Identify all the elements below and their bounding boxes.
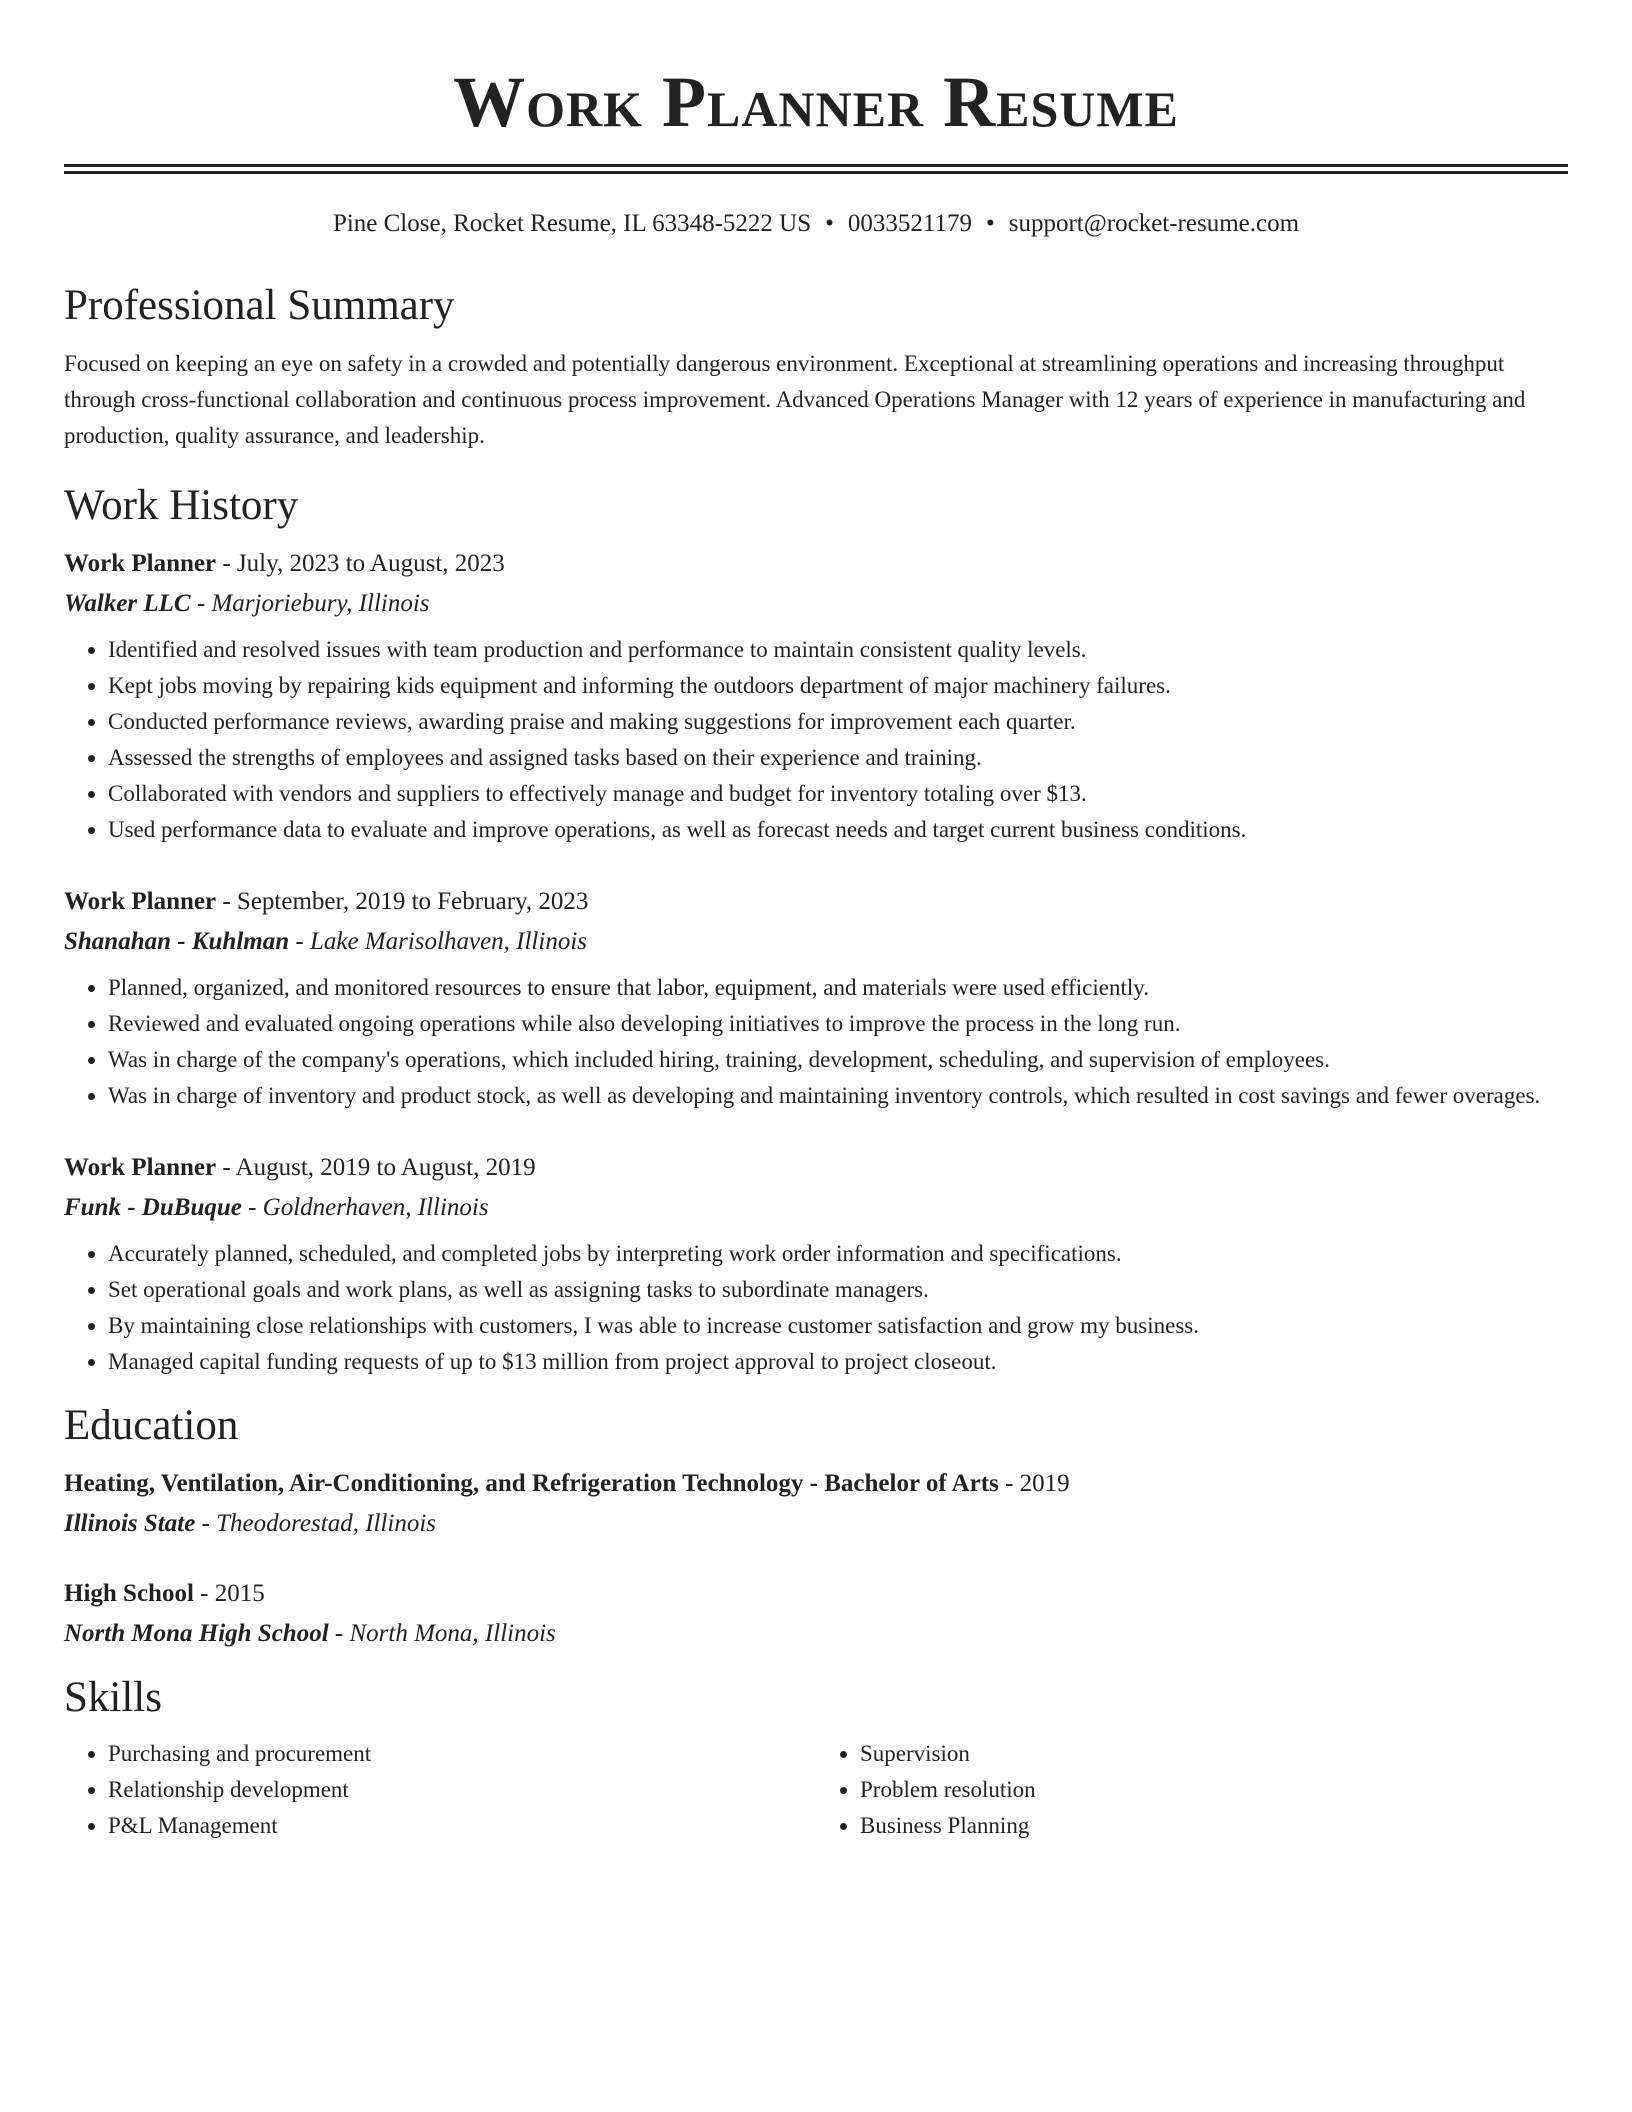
- education-school-line: [64, 1614, 1568, 1654]
- list-item: • Accurately planned, scheduled, and completed jobs by interpreting work order information and specifications.: [108, 1236, 1568, 1272]
- education-entry: [64, 1464, 1568, 1544]
- job-title: Work Planner: [64, 888, 217, 915]
- section-heading-work: Work History: [64, 482, 299, 529]
- list-item: • Business Planning: [860, 1808, 1568, 1844]
- education-location: - North Mona, Illinois: [328, 1620, 556, 1647]
- job-header: [64, 882, 1568, 922]
- skills-columns: [64, 1736, 1568, 1844]
- job-dates: - September, 2019 to February, 2023: [216, 888, 589, 915]
- contact-address: Pine Close, Rocket Resume, IL 63348-5222 US: [332, 210, 812, 237]
- list-item: • Used performance data to evaluate and improve operations, as well as forecast needs and target current business conditions.: [108, 812, 1568, 848]
- job-company: Shanahan - Kuhlman: [64, 928, 290, 955]
- list-item: • Conducted performance reviews, awarding praise and making suggestions for improvement each quarter.: [108, 704, 1568, 740]
- job-location: - Marjoriebury, Illinois: [190, 590, 430, 617]
- contact-phone: 0033521179: [847, 210, 972, 237]
- education-header: [64, 1464, 1568, 1504]
- title-double-rule: [64, 164, 1568, 174]
- education-header: [64, 1574, 1568, 1614]
- education-degree: High School: [64, 1580, 194, 1607]
- list-item: • P&L Management: [108, 1808, 816, 1844]
- list-item: • Set operational goals and work plans, as well as assigning tasks to subordinate managers.: [108, 1272, 1568, 1308]
- list-item: • Problem resolution: [860, 1772, 1568, 1808]
- education-location: - Theodorestad, Illinois: [195, 1510, 437, 1537]
- skills-list-left: [64, 1736, 816, 1844]
- job-entry: [64, 1148, 1568, 1380]
- job-location: - Goldnerhaven, Illinois: [241, 1194, 489, 1221]
- section-heading-education: Education: [64, 1402, 239, 1449]
- list-item: • Relationship development: [108, 1772, 816, 1808]
- job-dates: - August, 2019 to August, 2019: [216, 1154, 536, 1181]
- job-company-line: [64, 1188, 1568, 1228]
- education-year: - 2015: [193, 1580, 265, 1607]
- list-item: • Kept jobs moving by repairing kids equipment and informing the outdoors department of major machinery failures.: [108, 668, 1568, 704]
- list-item: • Identified and resolved issues with team production and performance to maintain consistent quality levels.: [108, 632, 1568, 668]
- education-school: Illinois State: [64, 1510, 196, 1537]
- resume-title: Work Planner Resume: [453, 62, 1179, 142]
- section-heading-summary: Professional Summary: [64, 282, 455, 329]
- list-item: • Was in charge of inventory and product stock, as well as developing and maintaining inventory controls, which resulted in cost savings and fewer overages.: [108, 1078, 1568, 1114]
- job-header: [64, 1148, 1568, 1188]
- education-school-line: [64, 1504, 1568, 1544]
- list-item: • Supervision: [860, 1736, 1568, 1772]
- list-item: • Planned, organized, and monitored resources to ensure that labor, equipment, and materials were used efficiently.: [108, 970, 1568, 1006]
- skills-list-right: [816, 1736, 1568, 1844]
- contact-separator: •: [985, 210, 995, 237]
- contact-line: [64, 208, 1568, 240]
- section-heading-skills: Skills: [64, 1674, 162, 1721]
- job-header: [64, 544, 1568, 584]
- work-history-section: [64, 480, 1568, 1380]
- list-item: • Assessed the strengths of employees and assigned tasks based on their experience and training.: [108, 740, 1568, 776]
- job-company: Walker LLC: [64, 590, 191, 617]
- list-item: • Was in charge of the company's operations, which included hiring, training, development, scheduling, and supervision of employees.: [108, 1042, 1568, 1078]
- job-dates: - July, 2023 to August, 2023: [216, 550, 505, 577]
- job-bullets: [64, 632, 1568, 848]
- job-title: Work Planner: [64, 550, 217, 577]
- job-company-line: [64, 922, 1568, 962]
- education-degree: Heating, Ventilation, Air-Conditioning, and Refrigeration Technology - Bachelor of Arts: [64, 1470, 999, 1497]
- list-item: • Purchasing and procurement: [108, 1736, 816, 1772]
- job-bullets: [64, 1236, 1568, 1380]
- contact-email: support@rocket-resume.com: [1008, 210, 1300, 237]
- education-school: North Mona High School: [64, 1620, 329, 1647]
- contact-separator: •: [825, 210, 834, 237]
- list-item: • Managed capital funding requests of up to $13 million from project approval to project closeout.: [108, 1344, 1568, 1380]
- skills-section: [64, 1672, 1568, 1844]
- education-section: [64, 1400, 1568, 1654]
- summary-text: Focused on keeping an eye on safety in a crowded and potentially dangerous environment. Exceptional at streamlining operations and increasing throughput through cross-functional collaboration and continuous process improvement. Advanced Operations Manager with 12 years of experience in manufacturing and production, quality assurance, and leadership.: [64, 351, 1526, 448]
- professional-summary-section: [64, 280, 1568, 454]
- education-year: - 2019: [998, 1470, 1070, 1497]
- job-title: Work Planner: [64, 1154, 217, 1181]
- education-entry: [64, 1574, 1568, 1654]
- job-company: Funk - DuBuque: [64, 1194, 242, 1221]
- job-company-line: [64, 584, 1568, 624]
- job-entry: [64, 882, 1568, 1114]
- list-item: • Reviewed and evaluated ongoing operations while also developing initiatives to improve the process in the long run.: [108, 1006, 1568, 1042]
- list-item: • By maintaining close relationships with customers, I was able to increase customer satisfaction and grow my business.: [108, 1308, 1568, 1344]
- job-location: - Lake Marisolhaven, Illinois: [289, 928, 588, 955]
- job-bullets: [64, 970, 1568, 1114]
- list-item: • Collaborated with vendors and suppliers to effectively manage and budget for inventory totaling over $13.: [108, 776, 1568, 812]
- job-entry: [64, 544, 1568, 848]
